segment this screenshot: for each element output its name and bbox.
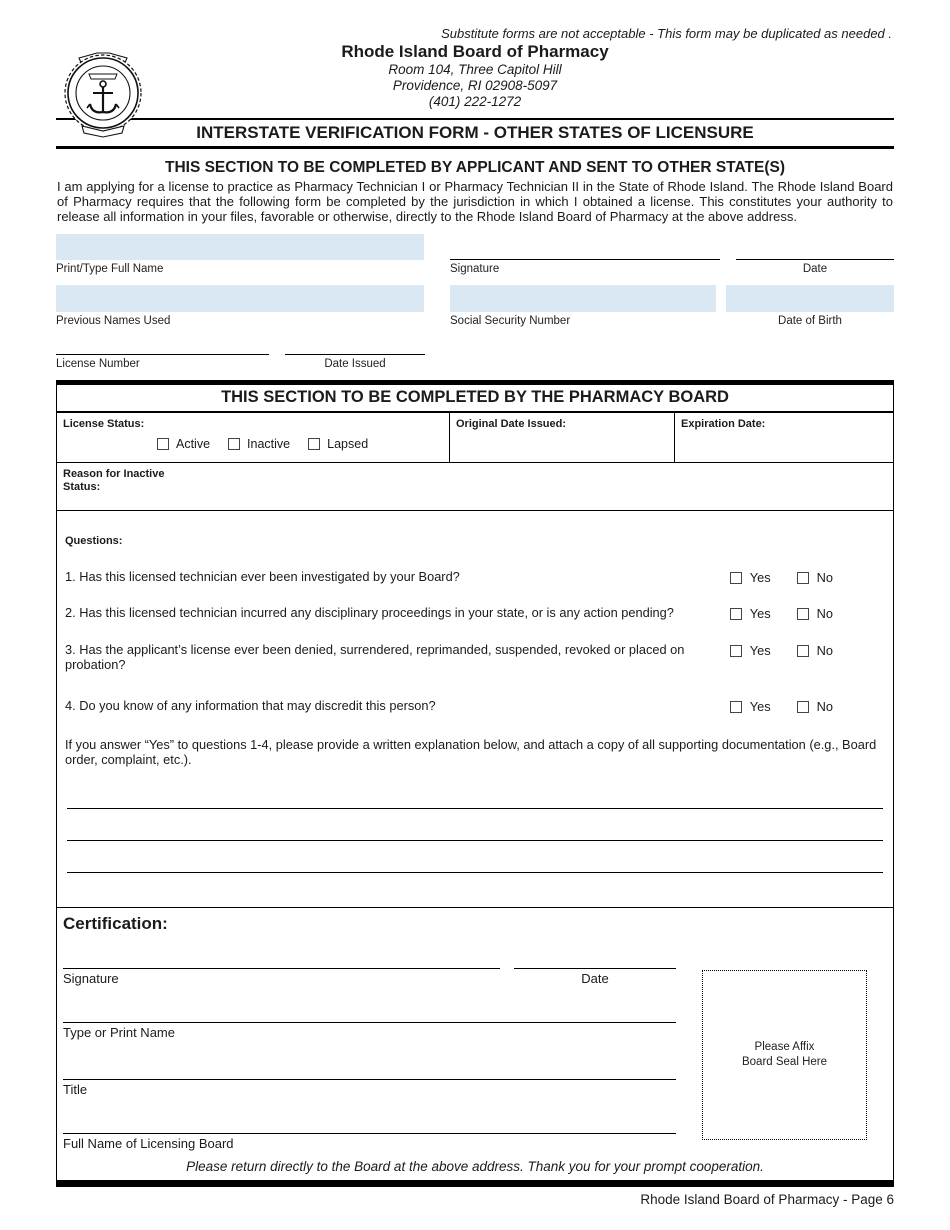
explanation-note: If you answer “Yes” to questions 1-4, please provide a written explanation below, and attach a copy of all supporting documentation (e.g., Board order, complaint, etc.).	[65, 737, 877, 767]
full-name-field	[56, 234, 424, 275]
cert-name-label: Type or Print Name	[63, 1025, 175, 1040]
board-section-title: THIS SECTION TO BE COMPLETED BY THE PHARMACY BOARD	[57, 385, 893, 413]
form-title: INTERSTATE VERIFICATION FORM - OTHER STATES OF LICENSURE	[56, 118, 894, 149]
question-3-answers	[730, 643, 833, 658]
question-row-1	[65, 569, 885, 584]
question-row-3	[65, 642, 885, 672]
checkbox-q1-no[interactable]	[797, 572, 809, 584]
cert-board-label: Full Name of Licensing Board	[63, 1136, 234, 1151]
dob-label: Date of Birth	[778, 315, 842, 327]
org-name: Rhode Island Board of Pharmacy	[341, 42, 609, 61]
question-3-text: 3. Has the applicant’s license ever been denied, surrendered, reprimanded, suspended, revoked or placed on probation?	[65, 642, 685, 672]
ssn-input[interactable]	[450, 285, 716, 312]
original-date-label: Original Date Issued:	[456, 418, 567, 430]
substitute-forms-notice: Substitute forms are not acceptable - This form may be duplicated as needed .	[441, 26, 892, 41]
status-active-label: Active	[176, 437, 211, 451]
reason-inactive-row	[57, 463, 893, 511]
license-status-row	[57, 413, 893, 463]
ssn-label: Social Security Number	[450, 315, 571, 327]
applicant-intro-paragraph: I am applying for a license to practice as Pharmacy Technician I or Pharmacy Technician II in the State of Rhode Island. The Rhode Island Board of Pharmacy requires that the following form be completed by the jurisdiction in which I obtained a license. This constitutes your authority to release all information in your files, favorable or otherwise, directly to the Rhode Island Board of Pharmacy at the above address.	[57, 179, 893, 224]
license-status-options	[157, 437, 443, 451]
date-issued-field	[285, 339, 425, 370]
checkbox-q4-yes[interactable]	[730, 701, 742, 713]
explanation-writing-line-1	[67, 779, 883, 809]
license-number-line	[56, 339, 269, 355]
applicant-signature-line	[450, 234, 720, 260]
question-1-text: 1. Has this licensed technician ever been investigated by your Board?	[65, 569, 460, 584]
previous-names-input[interactable]	[56, 285, 424, 312]
expiration-date-label: Expiration Date:	[681, 418, 766, 430]
checkbox-q3-no[interactable]	[797, 645, 809, 657]
cert-signature-field	[63, 968, 500, 986]
cert-name-line	[63, 1022, 676, 1023]
checkbox-q4-no[interactable]	[797, 701, 809, 713]
applicant-date-field	[736, 234, 894, 275]
certification-fields	[63, 968, 678, 1151]
return-instruction: Please return directly to the Board at the above address. Thank you for your prompt cooperation.	[186, 1159, 764, 1174]
applicant-signature-field	[450, 234, 720, 275]
cert-date-field	[514, 968, 676, 986]
dob-field	[726, 285, 894, 327]
questions-area	[57, 535, 893, 908]
q2-yes-label: Yes	[749, 606, 771, 621]
board-section-table	[56, 380, 894, 1187]
q4-yes-label: Yes	[749, 699, 771, 714]
certification-title: Certification:	[63, 914, 168, 933]
question-2-text: 2. Has this licensed technician incurred any disciplinary proceedings in your state, or is any action pending?	[65, 605, 674, 620]
applicant-signature-label: Signature	[450, 263, 500, 275]
certification-section	[57, 914, 893, 1174]
cert-signature-label: Signature	[63, 971, 119, 986]
license-number-label: License Number	[56, 358, 140, 370]
cert-title-label: Title	[63, 1082, 88, 1097]
dob-input[interactable]	[726, 285, 894, 312]
cert-signature-line	[63, 968, 500, 969]
license-number-field	[56, 339, 269, 370]
q4-no-label: No	[816, 699, 833, 714]
status-inactive-label: Inactive	[247, 437, 291, 451]
full-name-input[interactable]	[56, 234, 424, 260]
cert-date-line	[514, 968, 676, 969]
page-footer: Rhode Island Board of Pharmacy - Page 6	[640, 1192, 894, 1207]
cert-title-line	[63, 1079, 676, 1080]
explanation-writing-line-3	[67, 843, 883, 873]
date-issued-label: Date Issued	[324, 358, 386, 370]
checkbox-status-inactive[interactable]	[228, 438, 240, 450]
q1-no-label: No	[816, 570, 833, 585]
q2-no-label: No	[816, 606, 833, 621]
org-address-line1: Room 104, Three Capitol Hill	[388, 62, 562, 77]
question-row-2	[65, 605, 885, 620]
applicant-fields-row2	[56, 285, 894, 327]
applicant-fields-row1	[56, 234, 894, 275]
org-address-line2: Providence, RI 02908-5097	[392, 78, 558, 93]
seal-box-text-line2: Board Seal Here	[741, 1056, 828, 1068]
status-lapsed-label: Lapsed	[327, 437, 369, 451]
original-date-cell	[450, 413, 675, 462]
cert-signature-row	[63, 968, 678, 986]
question-2-answers	[730, 606, 833, 621]
applicant-section-title: THIS SECTION TO BE COMPLETED BY APPLICANT AND SENT TO OTHER STATE(S)	[164, 159, 786, 176]
previous-names-label: Previous Names Used	[56, 315, 171, 327]
q3-yes-label: Yes	[749, 643, 771, 658]
question-4-answers	[730, 699, 833, 714]
applicant-date-line	[736, 234, 894, 260]
previous-names-field	[56, 285, 424, 327]
cert-date-label: Date	[581, 971, 609, 986]
rhode-island-seal-icon	[62, 46, 144, 138]
explanation-writing-line-2	[67, 811, 883, 841]
seal-box-text-line1: Please Affix	[754, 1041, 815, 1053]
checkbox-q1-yes[interactable]	[730, 572, 742, 584]
question-4-text: 4. Do you know of any information that may discredit this person?	[65, 698, 436, 713]
q3-no-label: No	[816, 643, 833, 658]
license-status-cell	[57, 413, 450, 462]
date-issued-line	[285, 339, 425, 355]
cert-title-field	[63, 1079, 678, 1097]
question-1-answers	[730, 570, 833, 585]
checkbox-status-active[interactable]	[157, 438, 169, 450]
checkbox-status-lapsed[interactable]	[308, 438, 320, 450]
expiration-date-cell	[675, 413, 893, 462]
applicant-date-label: Date	[802, 263, 828, 275]
question-row-4	[65, 698, 885, 713]
cert-board-field	[63, 1133, 678, 1151]
license-status-label: License Status:	[63, 418, 145, 430]
checkbox-q2-no[interactable]	[797, 608, 809, 620]
checkbox-q3-yes[interactable]	[730, 645, 742, 657]
applicant-fields-row3	[56, 339, 894, 370]
cert-name-field	[63, 1022, 678, 1040]
checkbox-q2-yes[interactable]	[730, 608, 742, 620]
questions-heading: Questions:	[65, 535, 123, 547]
board-seal-box	[702, 970, 867, 1140]
cert-board-line	[63, 1133, 676, 1134]
ssn-field	[450, 285, 716, 327]
org-phone: (401) 222-1272	[428, 94, 522, 109]
reason-inactive-label: Reason for Inactive Status:	[63, 468, 165, 493]
full-name-label: Print/Type Full Name	[56, 263, 164, 275]
q1-yes-label: Yes	[749, 570, 771, 585]
